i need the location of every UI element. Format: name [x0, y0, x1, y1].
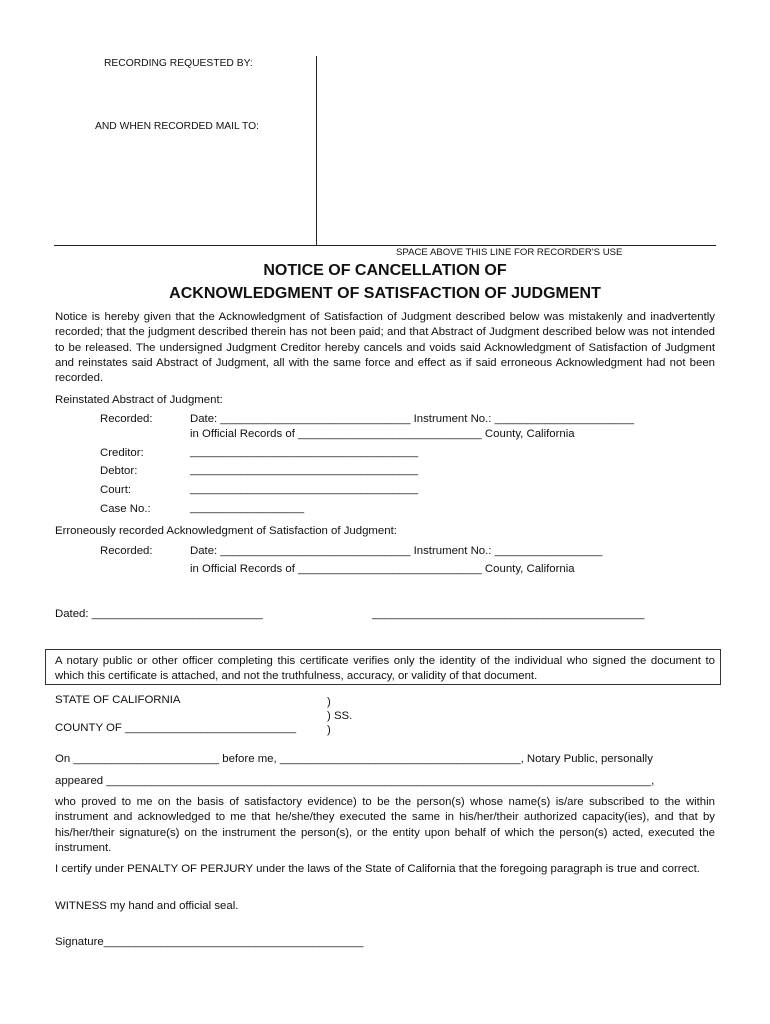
- venue-paren-top: ): [327, 696, 331, 708]
- dated-field[interactable]: Dated: ___________________________: [55, 608, 263, 620]
- document-title-line2: ACKNOWLEDGMENT OF SATISFACTION OF JUDGMENT: [169, 285, 601, 302]
- erroneous-recorded-label: Recorded:: [100, 545, 153, 557]
- reinstated-heading: Reinstated Abstract of Judgment:: [55, 394, 223, 406]
- witness-statement: WITNESS my hand and official seal.: [55, 900, 239, 912]
- court-field[interactable]: ____________________________________: [190, 483, 419, 495]
- state-label: STATE OF CALIFORNIA: [55, 694, 181, 706]
- erroneous-records-line[interactable]: in Official Records of _____________________________ County, California: [190, 563, 575, 575]
- recorder-divider-vertical: [316, 56, 317, 246]
- document-title-line1: NOTICE OF CANCELLATION OF: [263, 262, 507, 279]
- recorder-space-note: SPACE ABOVE THIS LINE FOR RECORDER'S USE: [396, 247, 623, 258]
- case-number-label: Case No.:: [100, 503, 151, 515]
- venue-ss: ) SS.: [327, 710, 353, 722]
- proved-paragraph: who proved to me on the basis of satisfactory evidence) to be the person(s) whose name(s) is/are subscribed to the within instrument and acknowledged to me that he/she/they executed the same in his/her/their authorized capacity(ies), and that by his/her/their signature(s) on the instrument the person(s), or the entity upon behalf of which the person(s) acted, executed the instrument.: [55, 796, 715, 854]
- county-field[interactable]: COUNTY OF ___________________________: [55, 722, 297, 734]
- reinstated-date-line[interactable]: Date: ______________________________ Instrument No.: ______________________: [190, 413, 635, 425]
- reinstated-records-line[interactable]: in Official Records of _____________________________ County, California: [190, 428, 575, 440]
- notary-on-line[interactable]: On _______________________ before me, ______________________________________, Notary Public, personally: [55, 753, 653, 765]
- recorder-divider-horizontal: [54, 245, 716, 246]
- court-label: Court:: [100, 484, 132, 496]
- notary-signature-line[interactable]: Signature_________________________________________: [55, 936, 364, 948]
- erroneous-heading: Erroneously recorded Acknowledgment of Satisfaction of Judgment:: [55, 525, 397, 537]
- erroneous-date-line[interactable]: Date: ______________________________ Instrument No.: _________________: [190, 545, 603, 557]
- appeared-line[interactable]: appeared ______________________________________________________________________________________,: [55, 775, 655, 787]
- perjury-statement: I certify under PENALTY OF PERJURY under the laws of the State of California that the foregoing paragraph is true and correct.: [55, 863, 700, 875]
- intro-paragraph: Notice is hereby given that the Acknowledgment of Satisfaction of Judgment described below was mistakenly and inadvertently recorded; that the judgment described therein has not been paid; and that Abstract of Judgment described below was not intended to be released. The undersigned Judgment Creditor hereby cancels and voids said Acknowledgment of Satisfaction of Judgment and reinstates said Abstract of Judgment, all with the same force and effect as if said erroneous Acknowledgment had not been recorded.: [55, 311, 715, 385]
- creditor-label: Creditor:: [100, 447, 144, 459]
- case-number-field[interactable]: __________________: [190, 502, 305, 514]
- reinstated-recorded-label: Recorded:: [100, 413, 153, 425]
- mail-to-label: AND WHEN RECORDED MAIL TO:: [95, 121, 260, 132]
- venue-paren-bottom: ): [327, 724, 331, 736]
- notary-notice-text: A notary public or other officer completing this certificate verifies only the identity of the individual who signed the document to which this certificate is attached, and not the truthfulness, accuracy, or validity of that document.: [55, 655, 715, 682]
- debtor-label: Debtor:: [100, 465, 138, 477]
- creditor-field[interactable]: ____________________________________: [190, 446, 419, 458]
- creditor-signature-line[interactable]: ___________________________________________: [372, 608, 645, 620]
- recording-requested-by-label: RECORDING REQUESTED BY:: [104, 58, 253, 69]
- debtor-field[interactable]: ____________________________________: [190, 464, 419, 476]
